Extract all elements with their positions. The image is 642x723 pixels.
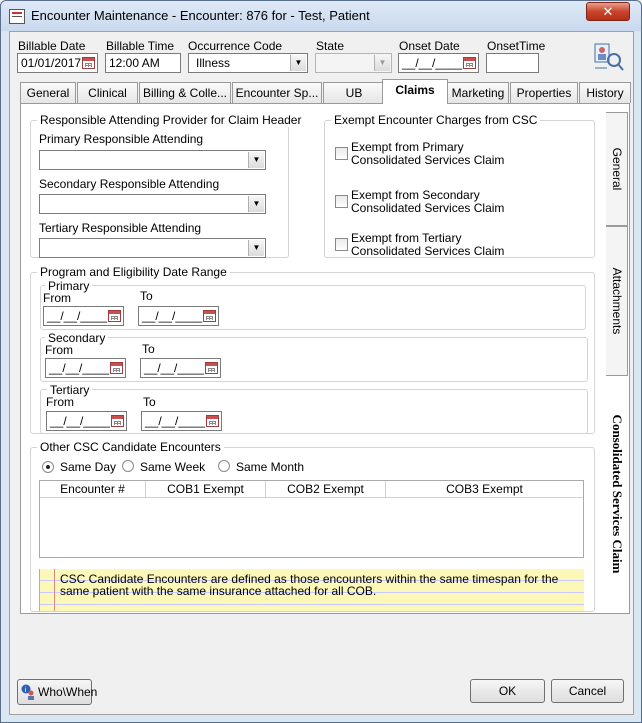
- same-day-radio[interactable]: [42, 461, 54, 473]
- window-title: Encounter Maintenance - Encounter: 876 for - Test, Patient: [31, 8, 370, 23]
- exempt-secondary-checkbox[interactable]: [335, 195, 348, 208]
- exempt-tertiary-label-2: Consolidated Services Claim: [351, 244, 505, 258]
- who-when-button[interactable]: [17, 679, 98, 705]
- tertiary-from-date-input[interactable]: [46, 411, 127, 431]
- onset-time-input[interactable]: [486, 53, 539, 73]
- tertiary-from-date-value: __/__/____: [50, 414, 111, 428]
- billable-time-value: 12:00 AM: [109, 56, 160, 70]
- side-tab-general[interactable]: [606, 112, 628, 226]
- calendar-icon[interactable]: [82, 57, 95, 69]
- billable-date-value: 01/01/2017: [21, 56, 82, 70]
- tab-billing-collections[interactable]: Billing & Colle...: [139, 82, 231, 103]
- app-icon: [9, 9, 25, 24]
- tab-general[interactable]: General: [20, 82, 76, 103]
- side-tab-general-label: General: [609, 147, 624, 191]
- calendar-icon[interactable]: [206, 415, 219, 427]
- primary-from-date-input[interactable]: [43, 306, 124, 326]
- state-label: State: [316, 39, 345, 53]
- side-tabs: [606, 112, 628, 612]
- encounter-tabs: [20, 82, 630, 104]
- other-csc-title: Other CSC Candidate Encounters: [37, 440, 224, 454]
- exempt-primary-label-2: Consolidated Services Claim: [351, 153, 505, 167]
- chevron-down-icon[interactable]: ▼: [290, 55, 306, 71]
- tab-marketing[interactable]: Marketing: [447, 82, 509, 103]
- secondary-date-range-title: Secondary: [45, 331, 108, 345]
- cancel-button[interactable]: Cancel: [551, 679, 624, 703]
- tertiary-responsible-label: Tertiary Responsible Attending: [39, 221, 202, 235]
- occurrence-code-select[interactable]: [188, 53, 308, 73]
- chevron-down-icon[interactable]: ▼: [374, 55, 390, 71]
- secondary-to-date-input[interactable]: [140, 358, 221, 378]
- state-select[interactable]: [315, 53, 392, 73]
- csc-definition-note: [39, 569, 584, 611]
- secondary-to-label: To: [142, 342, 155, 356]
- tertiary-to-date-input[interactable]: [141, 411, 222, 431]
- billable-date-input[interactable]: [17, 53, 98, 73]
- csc-candidates-grid[interactable]: [39, 480, 584, 558]
- info-user-icon: [21, 684, 37, 700]
- exempt-tertiary-checkbox[interactable]: [335, 238, 348, 251]
- exempt-secondary-label-2: Consolidated Services Claim: [351, 201, 505, 215]
- exempt-tertiary-label-1: Exempt from Tertiary: [351, 231, 462, 245]
- column-header-encounter[interactable]: Encounter #: [40, 481, 146, 498]
- tertiary-to-date-value: __/__/____: [145, 414, 206, 428]
- side-tab-csc-label: Consolidated Services Claim: [610, 414, 625, 574]
- calendar-icon[interactable]: [108, 310, 121, 322]
- billable-time-label: Billable Time: [106, 39, 175, 53]
- primary-to-date-input[interactable]: [138, 306, 219, 326]
- grid-header: [40, 481, 583, 498]
- tertiary-date-range-title: Tertiary: [47, 383, 92, 397]
- tab-claims[interactable]: Claims: [382, 79, 448, 104]
- onset-date-value: __/__/____: [402, 56, 463, 70]
- exempt-primary-checkbox[interactable]: [335, 147, 348, 160]
- side-tab-consolidated-services-claim[interactable]: [606, 376, 628, 612]
- column-header-cob2[interactable]: COB2 Exempt: [266, 481, 386, 498]
- primary-responsible-select[interactable]: [39, 150, 266, 170]
- ok-button[interactable]: OK: [470, 679, 545, 703]
- tab-clinical[interactable]: Clinical: [77, 82, 138, 103]
- calendar-icon[interactable]: [110, 362, 123, 374]
- onset-date-input[interactable]: [398, 53, 479, 73]
- primary-to-label: To: [140, 289, 153, 303]
- responsible-attending-title: Responsible Attending Provider for Claim Header: [37, 113, 304, 127]
- exempt-secondary-label-1: Exempt from Secondary: [351, 188, 480, 202]
- same-day-label: Same Day: [60, 460, 117, 474]
- column-header-cob3[interactable]: COB3 Exempt: [446, 482, 523, 496]
- onset-time-label: OnsetTime: [487, 39, 546, 53]
- occurrence-code-label: Occurrence Code: [188, 39, 283, 53]
- primary-to-date-value: __/__/____: [142, 309, 203, 323]
- billable-date-label: Billable Date: [18, 39, 86, 53]
- tertiary-from-label: From: [46, 395, 74, 409]
- column-header-cob1[interactable]: COB1 Exempt: [146, 481, 266, 498]
- side-tab-attachments[interactable]: [606, 226, 628, 376]
- note-margin-line: [54, 569, 55, 611]
- calendar-icon[interactable]: [111, 415, 124, 427]
- same-month-label: Same Month: [236, 460, 305, 474]
- primary-date-range-title: Primary: [45, 279, 92, 293]
- secondary-from-label: From: [45, 343, 73, 357]
- same-month-radio[interactable]: [218, 460, 230, 472]
- same-week-label: Same Week: [140, 460, 206, 474]
- billable-time-input[interactable]: [105, 53, 181, 73]
- secondary-responsible-select[interactable]: [39, 194, 266, 214]
- tab-ub[interactable]: UB: [323, 82, 385, 103]
- same-week-radio[interactable]: [122, 460, 134, 472]
- calendar-icon[interactable]: [203, 310, 216, 322]
- csc-definition-text: CSC Candidate Encounters are defined as those encounters within the same timespan for the same patient with the same insurance attached for all COB.: [60, 572, 559, 598]
- exempt-primary-label-1: Exempt from Primary: [351, 140, 464, 154]
- dialog-client-area: [9, 31, 634, 715]
- tertiary-responsible-select[interactable]: [39, 238, 266, 258]
- side-tab-attachments-label: Attachments: [609, 267, 624, 335]
- primary-from-date-value: __/__/____: [47, 309, 108, 323]
- chevron-down-icon[interactable]: ▼: [248, 240, 264, 256]
- program-eligibility-title: Program and Eligibility Date Range: [37, 265, 230, 279]
- chevron-down-icon[interactable]: ▼: [248, 196, 264, 212]
- tab-properties[interactable]: Properties: [510, 82, 578, 103]
- secondary-responsible-label: Secondary Responsible Attending: [39, 177, 220, 191]
- tab-encounter-specific[interactable]: Encounter Sp...: [232, 82, 322, 103]
- chevron-down-icon[interactable]: ▼: [248, 152, 264, 168]
- secondary-from-date-input[interactable]: [45, 358, 126, 378]
- calendar-icon[interactable]: [463, 57, 476, 69]
- who-when-label: Who\When: [38, 685, 98, 699]
- primary-from-label: From: [43, 291, 71, 305]
- title-bar: [1, 1, 641, 31]
- tertiary-to-label: To: [143, 395, 156, 409]
- primary-responsible-label: Primary Responsible Attending: [39, 132, 204, 146]
- occurrence-code-value: Illness: [196, 56, 231, 70]
- patient-lookup-icon[interactable]: [593, 40, 625, 72]
- svg-text:i: i: [24, 686, 27, 694]
- secondary-from-date-value: __/__/____: [49, 361, 110, 375]
- secondary-to-date-value: __/__/____: [144, 361, 205, 375]
- tab-history[interactable]: History: [579, 82, 631, 103]
- exempt-charges-title: Exempt Encounter Charges from CSC: [331, 113, 540, 127]
- onset-date-label: Onset Date: [399, 39, 460, 53]
- calendar-icon[interactable]: [205, 362, 218, 374]
- close-button[interactable]: ✕: [586, 2, 630, 21]
